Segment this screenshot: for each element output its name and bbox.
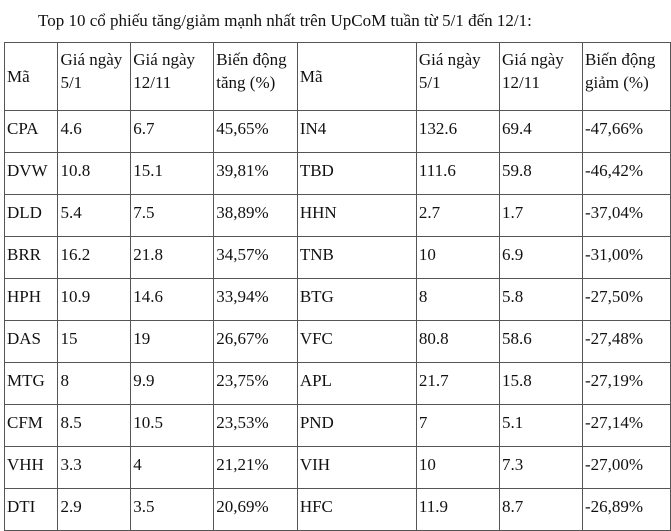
loser-code-cell: HHN — [297, 195, 416, 237]
gainer-code-cell: BRR — [5, 237, 58, 279]
loser-code-cell: VFC — [297, 321, 416, 363]
gainer-price-end-cell: 6.7 — [131, 111, 214, 153]
gainer-price-start-cell: 5.4 — [58, 195, 131, 237]
gainer-price-end-cell: 15.1 — [131, 153, 214, 195]
gainer-code-cell: VHH — [5, 447, 58, 489]
loser-price-start-cell: 8 — [416, 279, 499, 321]
loser-price-start-cell: 80.8 — [416, 321, 499, 363]
page-title: Top 10 cổ phiếu tăng/giảm mạnh nhất trên UpCoM tuần từ 5/1 đến 12/1: — [38, 11, 532, 30]
gainer-change-cell: 45,65% — [214, 111, 298, 153]
header-change-up: Biến động tăng (%) — [214, 43, 298, 111]
gainer-change-cell: 34,57% — [214, 237, 298, 279]
gainer-price-end-cell: 19 — [131, 321, 214, 363]
gainer-change-cell: 26,67% — [214, 321, 298, 363]
loser-change-cell: -26,89% — [583, 489, 671, 531]
header-gainer-code: Mã — [5, 43, 58, 111]
loser-price-end-cell: 6.9 — [499, 237, 582, 279]
loser-code-cell: TNB — [297, 237, 416, 279]
table-row — [5, 321, 671, 363]
gainer-price-start-cell: 8 — [58, 363, 131, 405]
gainer-change-cell: 23,53% — [214, 405, 298, 447]
loser-change-cell: -27,19% — [583, 363, 671, 405]
loser-price-end-cell: 15.8 — [499, 363, 582, 405]
gainer-change-cell: 23,75% — [214, 363, 298, 405]
gainer-change-cell: 39,81% — [214, 153, 298, 195]
stock-table — [4, 42, 671, 531]
gainer-price-end-cell: 7.5 — [131, 195, 214, 237]
gainer-price-start-cell: 2.9 — [58, 489, 131, 531]
loser-code-cell: HFC — [297, 489, 416, 531]
loser-price-start-cell: 10 — [416, 237, 499, 279]
gainer-price-end-cell: 21.8 — [131, 237, 214, 279]
gainer-price-start-cell: 10.8 — [58, 153, 131, 195]
loser-price-start-cell: 111.6 — [416, 153, 499, 195]
gainer-code-cell: CPA — [5, 111, 58, 153]
header-gainer-price-start: Giá ngày 5/1 — [58, 43, 131, 111]
loser-change-cell: -27,50% — [583, 279, 671, 321]
loser-price-end-cell: 7.3 — [499, 447, 582, 489]
gainer-price-end-cell: 10.5 — [131, 405, 214, 447]
loser-change-cell: -31,00% — [583, 237, 671, 279]
loser-change-cell: -27,00% — [583, 447, 671, 489]
loser-change-cell: -27,14% — [583, 405, 671, 447]
loser-change-cell: -46,42% — [583, 153, 671, 195]
gainer-price-end-cell: 3.5 — [131, 489, 214, 531]
loser-code-cell: APL — [297, 363, 416, 405]
gainer-price-start-cell: 3.3 — [58, 447, 131, 489]
loser-price-start-cell: 21.7 — [416, 363, 499, 405]
table-row — [5, 111, 671, 153]
table-body — [5, 43, 671, 531]
gainer-price-end-cell: 14.6 — [131, 279, 214, 321]
loser-code-cell: TBD — [297, 153, 416, 195]
loser-price-end-cell: 69.4 — [499, 111, 582, 153]
loser-change-cell: -47,66% — [583, 111, 671, 153]
gainer-code-cell: DTI — [5, 489, 58, 531]
loser-price-end-cell: 8.7 — [499, 489, 582, 531]
loser-price-start-cell: 10 — [416, 447, 499, 489]
gainer-code-cell: DVW — [5, 153, 58, 195]
loser-code-cell: VIH — [297, 447, 416, 489]
gainer-change-cell: 21,21% — [214, 447, 298, 489]
table-row — [5, 237, 671, 279]
loser-price-end-cell: 5.1 — [499, 405, 582, 447]
gainer-code-cell: DAS — [5, 321, 58, 363]
table-row — [5, 489, 671, 531]
loser-price-start-cell: 132.6 — [416, 111, 499, 153]
header-loser-price-end: Giá ngày 12/11 — [499, 43, 582, 111]
gainer-change-cell: 38,89% — [214, 195, 298, 237]
header-loser-price-start: Giá ngày 5/1 — [416, 43, 499, 111]
loser-code-cell: BTG — [297, 279, 416, 321]
table-row — [5, 363, 671, 405]
header-change-down: Biến động giảm (%) — [583, 43, 671, 111]
loser-code-cell: IN4 — [297, 111, 416, 153]
gainer-price-start-cell: 15 — [58, 321, 131, 363]
gainer-price-end-cell: 4 — [131, 447, 214, 489]
gainer-price-start-cell: 10.9 — [58, 279, 131, 321]
header-loser-code: Mã — [297, 43, 416, 111]
gainer-change-cell: 33,94% — [214, 279, 298, 321]
loser-price-end-cell: 59.8 — [499, 153, 582, 195]
table-row — [5, 153, 671, 195]
loser-code-cell: PND — [297, 405, 416, 447]
gainer-code-cell: HPH — [5, 279, 58, 321]
loser-price-end-cell: 58.6 — [499, 321, 582, 363]
header-gainer-price-end: Giá ngày 12/11 — [131, 43, 214, 111]
gainer-code-cell: DLD — [5, 195, 58, 237]
gainer-price-start-cell: 16.2 — [58, 237, 131, 279]
table-row — [5, 195, 671, 237]
loser-price-end-cell: 1.7 — [499, 195, 582, 237]
table-row — [5, 405, 671, 447]
table-row — [5, 279, 671, 321]
gainer-price-start-cell: 4.6 — [58, 111, 131, 153]
gainer-change-cell: 20,69% — [214, 489, 298, 531]
loser-price-start-cell: 7 — [416, 405, 499, 447]
gainer-code-cell: MTG — [5, 363, 58, 405]
table-header-row — [5, 43, 671, 111]
table-row — [5, 447, 671, 489]
gainer-price-start-cell: 8.5 — [58, 405, 131, 447]
loser-change-cell: -27,48% — [583, 321, 671, 363]
loser-change-cell: -37,04% — [583, 195, 671, 237]
gainer-code-cell: CFM — [5, 405, 58, 447]
gainer-price-end-cell: 9.9 — [131, 363, 214, 405]
loser-price-start-cell: 2.7 — [416, 195, 499, 237]
loser-price-end-cell: 5.8 — [499, 279, 582, 321]
loser-price-start-cell: 11.9 — [416, 489, 499, 531]
